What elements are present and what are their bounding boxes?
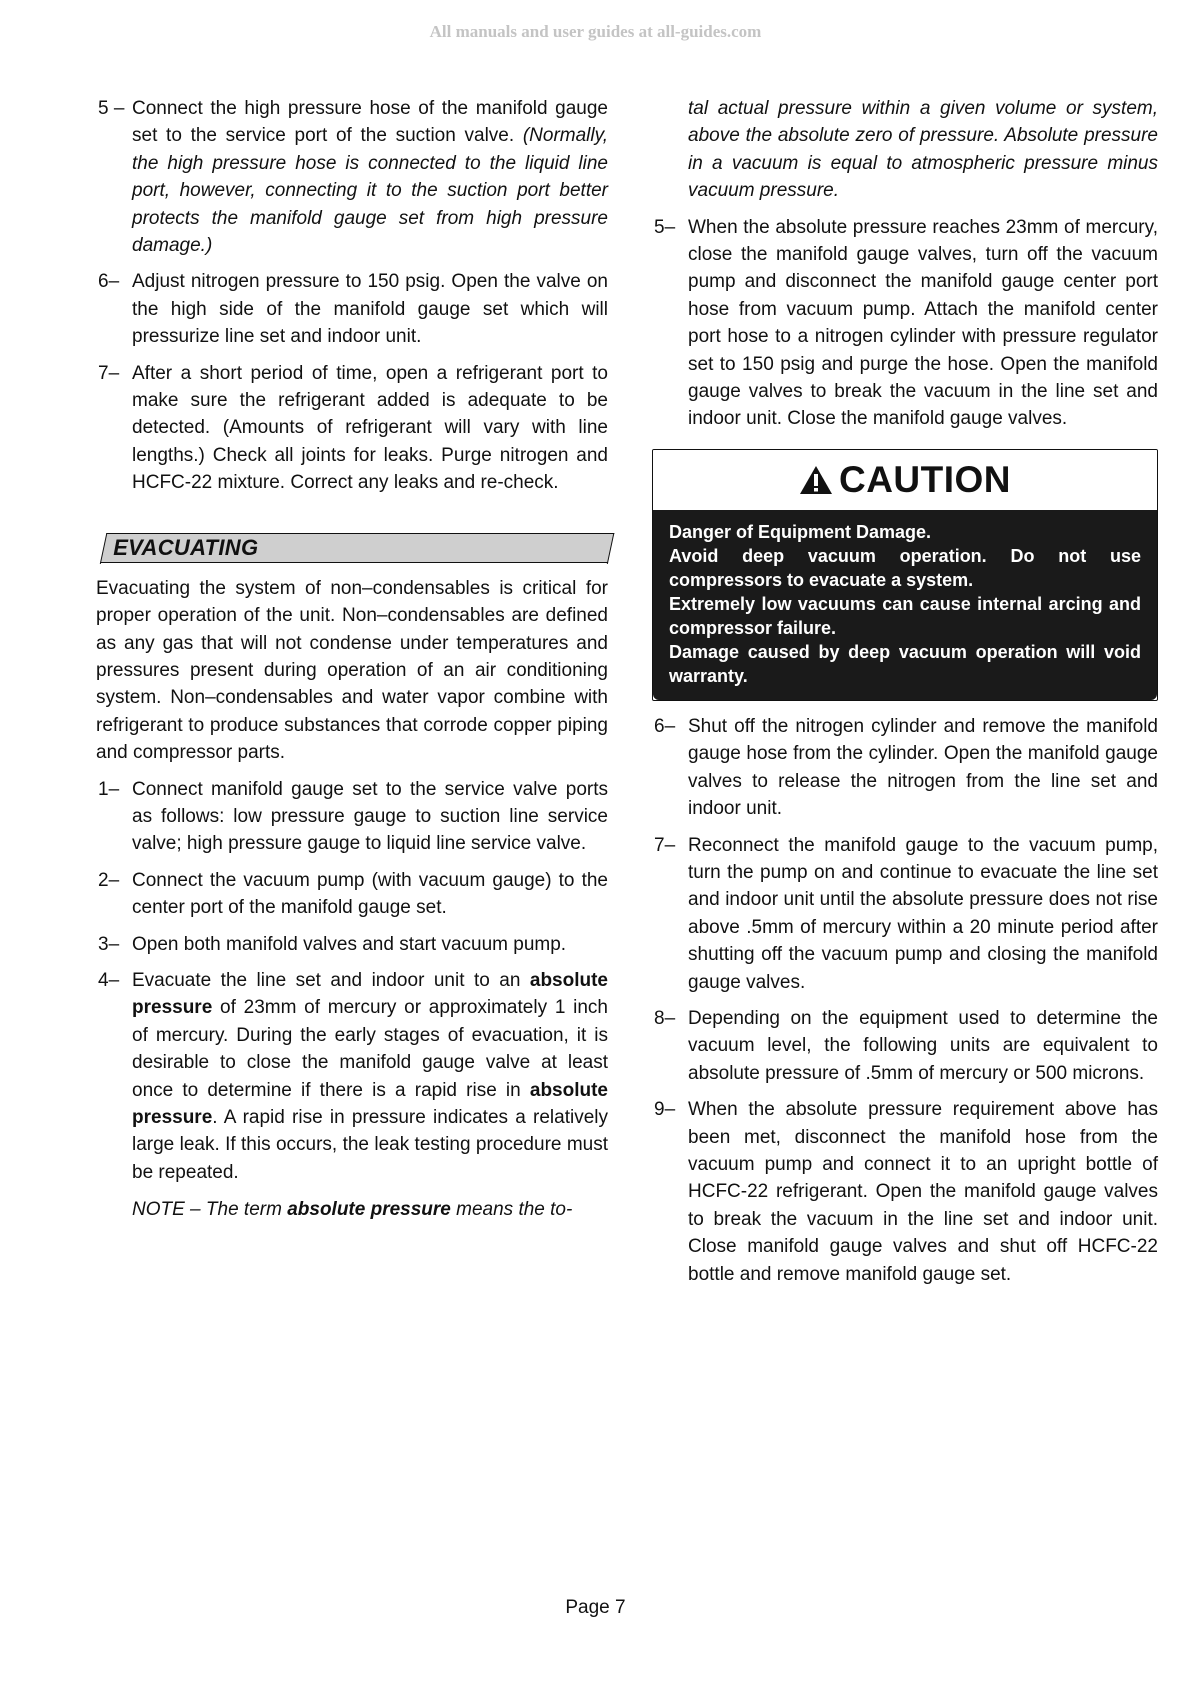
step-number: 5 – <box>98 98 125 119</box>
bold-term: absolute pressure <box>132 1079 608 1128</box>
note <box>96 1196 608 1223</box>
step-number: 4– <box>98 969 120 991</box>
caution-line: Damage caused by deep vacuum operation will void warranty. <box>669 641 1141 686</box>
caution-title: CAUTION <box>838 459 1012 501</box>
step-text: of 23mm of mercury or approximately 1 inch of mercury. During the early stages of evacuation, it is desirable to close the manifold gauge valve at least once to determine if there is a rapid rise in <box>132 997 608 1101</box>
evac-step-5 <box>652 214 1158 433</box>
note-continuation: tal actual pressure within a given volume or system, above the absolute zero of pressure. Absolute pressure in a vacuum is equal to atmospheric pressure minus vacuum pressure. <box>688 98 1158 202</box>
step-number: 8– <box>654 1007 676 1029</box>
step-text: Connect manifold gauge set to the service valve ports as follows: low pressure gauge to suction line service valve; high pressure gauge to liquid line service valve. <box>132 778 608 855</box>
caution-box <box>652 449 1158 701</box>
step-text: When the absolute pressure reaches 23mm of mercury, close the manifold gauge valves, turn off the vacuum pump and disconnect the manifold gauge center port hose from vacuum pump. Attach the manifold center port hose to a nitrogen cylinder with pressure regulator set to 150 psig and purge the hose. Open the manifold gauge valves to break the vacuum in the line set and indoor unit. Close the manifold gauge valves. <box>688 216 1158 430</box>
right-column <box>652 95 1158 1297</box>
step-note: (Normally, the high pressure hose is connected to the liquid line port, however, connecting it to the suction port better protects the manifold gauge set from high pressure damage.) <box>132 125 608 257</box>
step-text: . A rapid rise in pressure indicates a relatively large leak. If this occurs, the leak testing procedure must be repeated. <box>132 1107 608 1183</box>
step-text: When the absolute pressure requirement above has been met, disconnect the manifold hose from the vacuum pump and connect it to an upright bottle of HCFC-22 refrigerant. Open the manifold gauge valves to break the vacuum in the line set and indoor unit. Close manifold gauge valves and shut off HCFC-22 bottle and remove manifold gauge set. <box>688 1099 1158 1285</box>
evac-step-8 <box>652 1005 1158 1087</box>
step-number: 2– <box>98 869 120 891</box>
evac-step-4 <box>96 967 608 1186</box>
evac-step-3 <box>96 931 608 958</box>
step-text: Depending on the equipment used to determine the vacuum level, the following units are equivalent to absolute pressure of .5mm of mercury or 500 microns. <box>688 1007 1158 1084</box>
caution-line: Danger of Equipment Damage. <box>669 521 932 542</box>
step-6 <box>96 268 608 350</box>
section-heading-evacuating <box>100 533 614 563</box>
step-number: 7– <box>98 362 120 384</box>
step-text: Reconnect the manifold gauge to the vacuum pump, turn the pump on and continue to evacuate the line set and indoor unit until the absolute pressure does not rise above .5mm of mercury within a 20 minute period after shutting off the vacuum pump and closing the manifold gauge valves. <box>688 834 1158 993</box>
step-number: 6– <box>98 271 120 293</box>
evac-step-2 <box>96 867 608 922</box>
evac-step-7 <box>652 832 1158 996</box>
left-column <box>96 95 608 1224</box>
caution-line: Extremely low vacuums can cause internal arcing and compressor failure. <box>669 593 1141 638</box>
warning-triangle-icon <box>799 465 833 495</box>
note-text: means the to- <box>450 1199 573 1221</box>
section-title: EVACUATING <box>113 534 259 560</box>
page-number: Page 7 <box>565 1597 626 1618</box>
watermark: All manuals and user guides at all-guides.com <box>429 22 762 41</box>
step-text: Shut off the nitrogen cylinder and remove the manifold gauge hose from the cylinder. Open the manifold gauge valves to release the nitrogen from the line set and indoor unit. <box>688 715 1158 820</box>
step-number: 6– <box>654 715 676 737</box>
bold-term: absolute pressure <box>132 969 608 1019</box>
step-number: 3– <box>98 933 120 955</box>
step-text: Evacuate the line set and indoor unit to an <box>132 969 530 991</box>
step-number: 9– <box>654 1099 676 1121</box>
caution-body <box>653 510 1157 700</box>
evac-step-6 <box>652 713 1158 823</box>
step-number: 7– <box>654 834 676 856</box>
step-7 <box>96 360 608 497</box>
evac-step-1 <box>96 776 608 858</box>
bold-term: absolute pressure <box>287 1199 451 1221</box>
intro-paragraph: Evacuating the system of non–condensables is critical for proper operation of the unit. Non–condensables are defined as any gas that will not condense under temperatures and pressures present during operation of an air conditioning system. Non–condensables and water vapor combine with refrigerant to produce substances that corrode copper piping and compressor parts. <box>96 577 608 764</box>
step-text: Adjust nitrogen pressure to 150 psig. Open the valve on the high side of the manifold gauge set which will pressurize line set and indoor unit. <box>132 271 608 348</box>
step-text: Open both manifold valves and start vacuum pump. <box>132 933 567 955</box>
caution-line: Avoid deep vacuum operation. Do not use compressors to evacuate a system. <box>669 545 1141 590</box>
step-number: 5– <box>654 216 676 238</box>
caution-header <box>653 450 1157 510</box>
note-text: NOTE – The term <box>132 1199 288 1221</box>
evac-step-9 <box>652 1096 1158 1288</box>
step-text: Connect the high pressure hose of the manifold gauge set to the service port of the suction valve. <box>132 98 608 147</box>
step-text: Connect the vacuum pump (with vacuum gauge) to the center port of the manifold gauge set. <box>132 869 608 919</box>
step-text: After a short period of time, open a refrigerant port to make sure the refrigerant added is adequate to be detected. (Amounts of refrigerant will vary with line lengths.) Check all joints for leaks. Purge nitrogen and HCFC-22 mixture. Correct any leaks and re-check. <box>132 362 608 494</box>
step-number: 1– <box>98 778 120 800</box>
step-5 <box>96 95 608 259</box>
